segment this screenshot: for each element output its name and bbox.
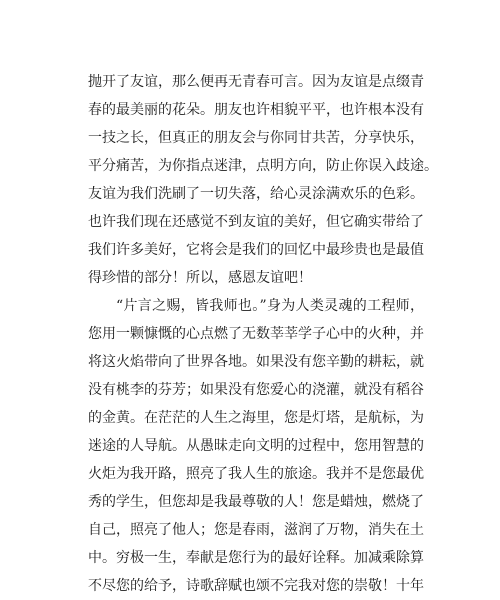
text-line: 春的最美丽的花朵。朋友也许相貌平平，也许根本没有 bbox=[88, 102, 424, 118]
text-line: 没有桃李的芬芳；如果没有您爱心的浇灌，就没有稻谷 bbox=[88, 382, 424, 398]
text-line: 也许我们现在还感觉不到友谊的美好，但它确实带给了 bbox=[88, 214, 424, 230]
text-line: 得珍惜的部分！所以，感恩友谊吧！ bbox=[88, 270, 312, 286]
text-line: 我们许多美好，它将会是我们的回忆中最珍贵也是最值 bbox=[88, 242, 424, 258]
paragraph-friendship bbox=[88, 68, 438, 292]
paragraph-teacher bbox=[88, 292, 424, 600]
text-line: 友谊为我们洗刷了一切失落，给心灵涂满欢乐的色彩。 bbox=[88, 186, 424, 202]
document-body bbox=[88, 68, 438, 600]
text-line: 平分痛苦，为你指点迷津，点明方向，防止你误入歧途。 bbox=[88, 158, 438, 174]
text-line: 您用一颗慷慨的心点燃了无数莘莘学子心中的火种，并 bbox=[88, 326, 424, 342]
text-line: “片言之赐，皆我师也。”身为人类灵魂的工程师， bbox=[116, 298, 424, 314]
text-line: 的金黄。在茫茫的人生之海里，您是灯塔，是航标，为 bbox=[88, 410, 424, 426]
text-line: 火炬为我开路，照亮了我人生的旅途。我并不是您最优 bbox=[88, 466, 424, 482]
text-line: 抛开了友谊，那么便再无青春可言。因为友谊是点缀青 bbox=[88, 74, 424, 90]
text-line: 将这火焰带向了世界各地。如果没有您辛勤的耕耘，就 bbox=[88, 354, 424, 370]
text-line: 不尽您的给予，诗歌辞赋也颂不完我对您的崇敬！十年 bbox=[88, 578, 424, 594]
text-line: 迷途的人导航。从愚昧走向文明的过程中，您用智慧的 bbox=[88, 438, 424, 454]
text-line: 自己，照亮了他人；您是春雨，滋润了万物，消失在土 bbox=[88, 522, 424, 538]
text-line: 秀的学生，但您却是我最尊敬的人！您是蜡烛，燃烧了 bbox=[88, 494, 424, 510]
text-line: 一技之长，但真正的朋友会与你同甘共苦，分享快乐， bbox=[88, 130, 424, 146]
text-line: 中。穷极一生，奉献是您行为的最好诠释。加减乘除算 bbox=[88, 550, 424, 566]
